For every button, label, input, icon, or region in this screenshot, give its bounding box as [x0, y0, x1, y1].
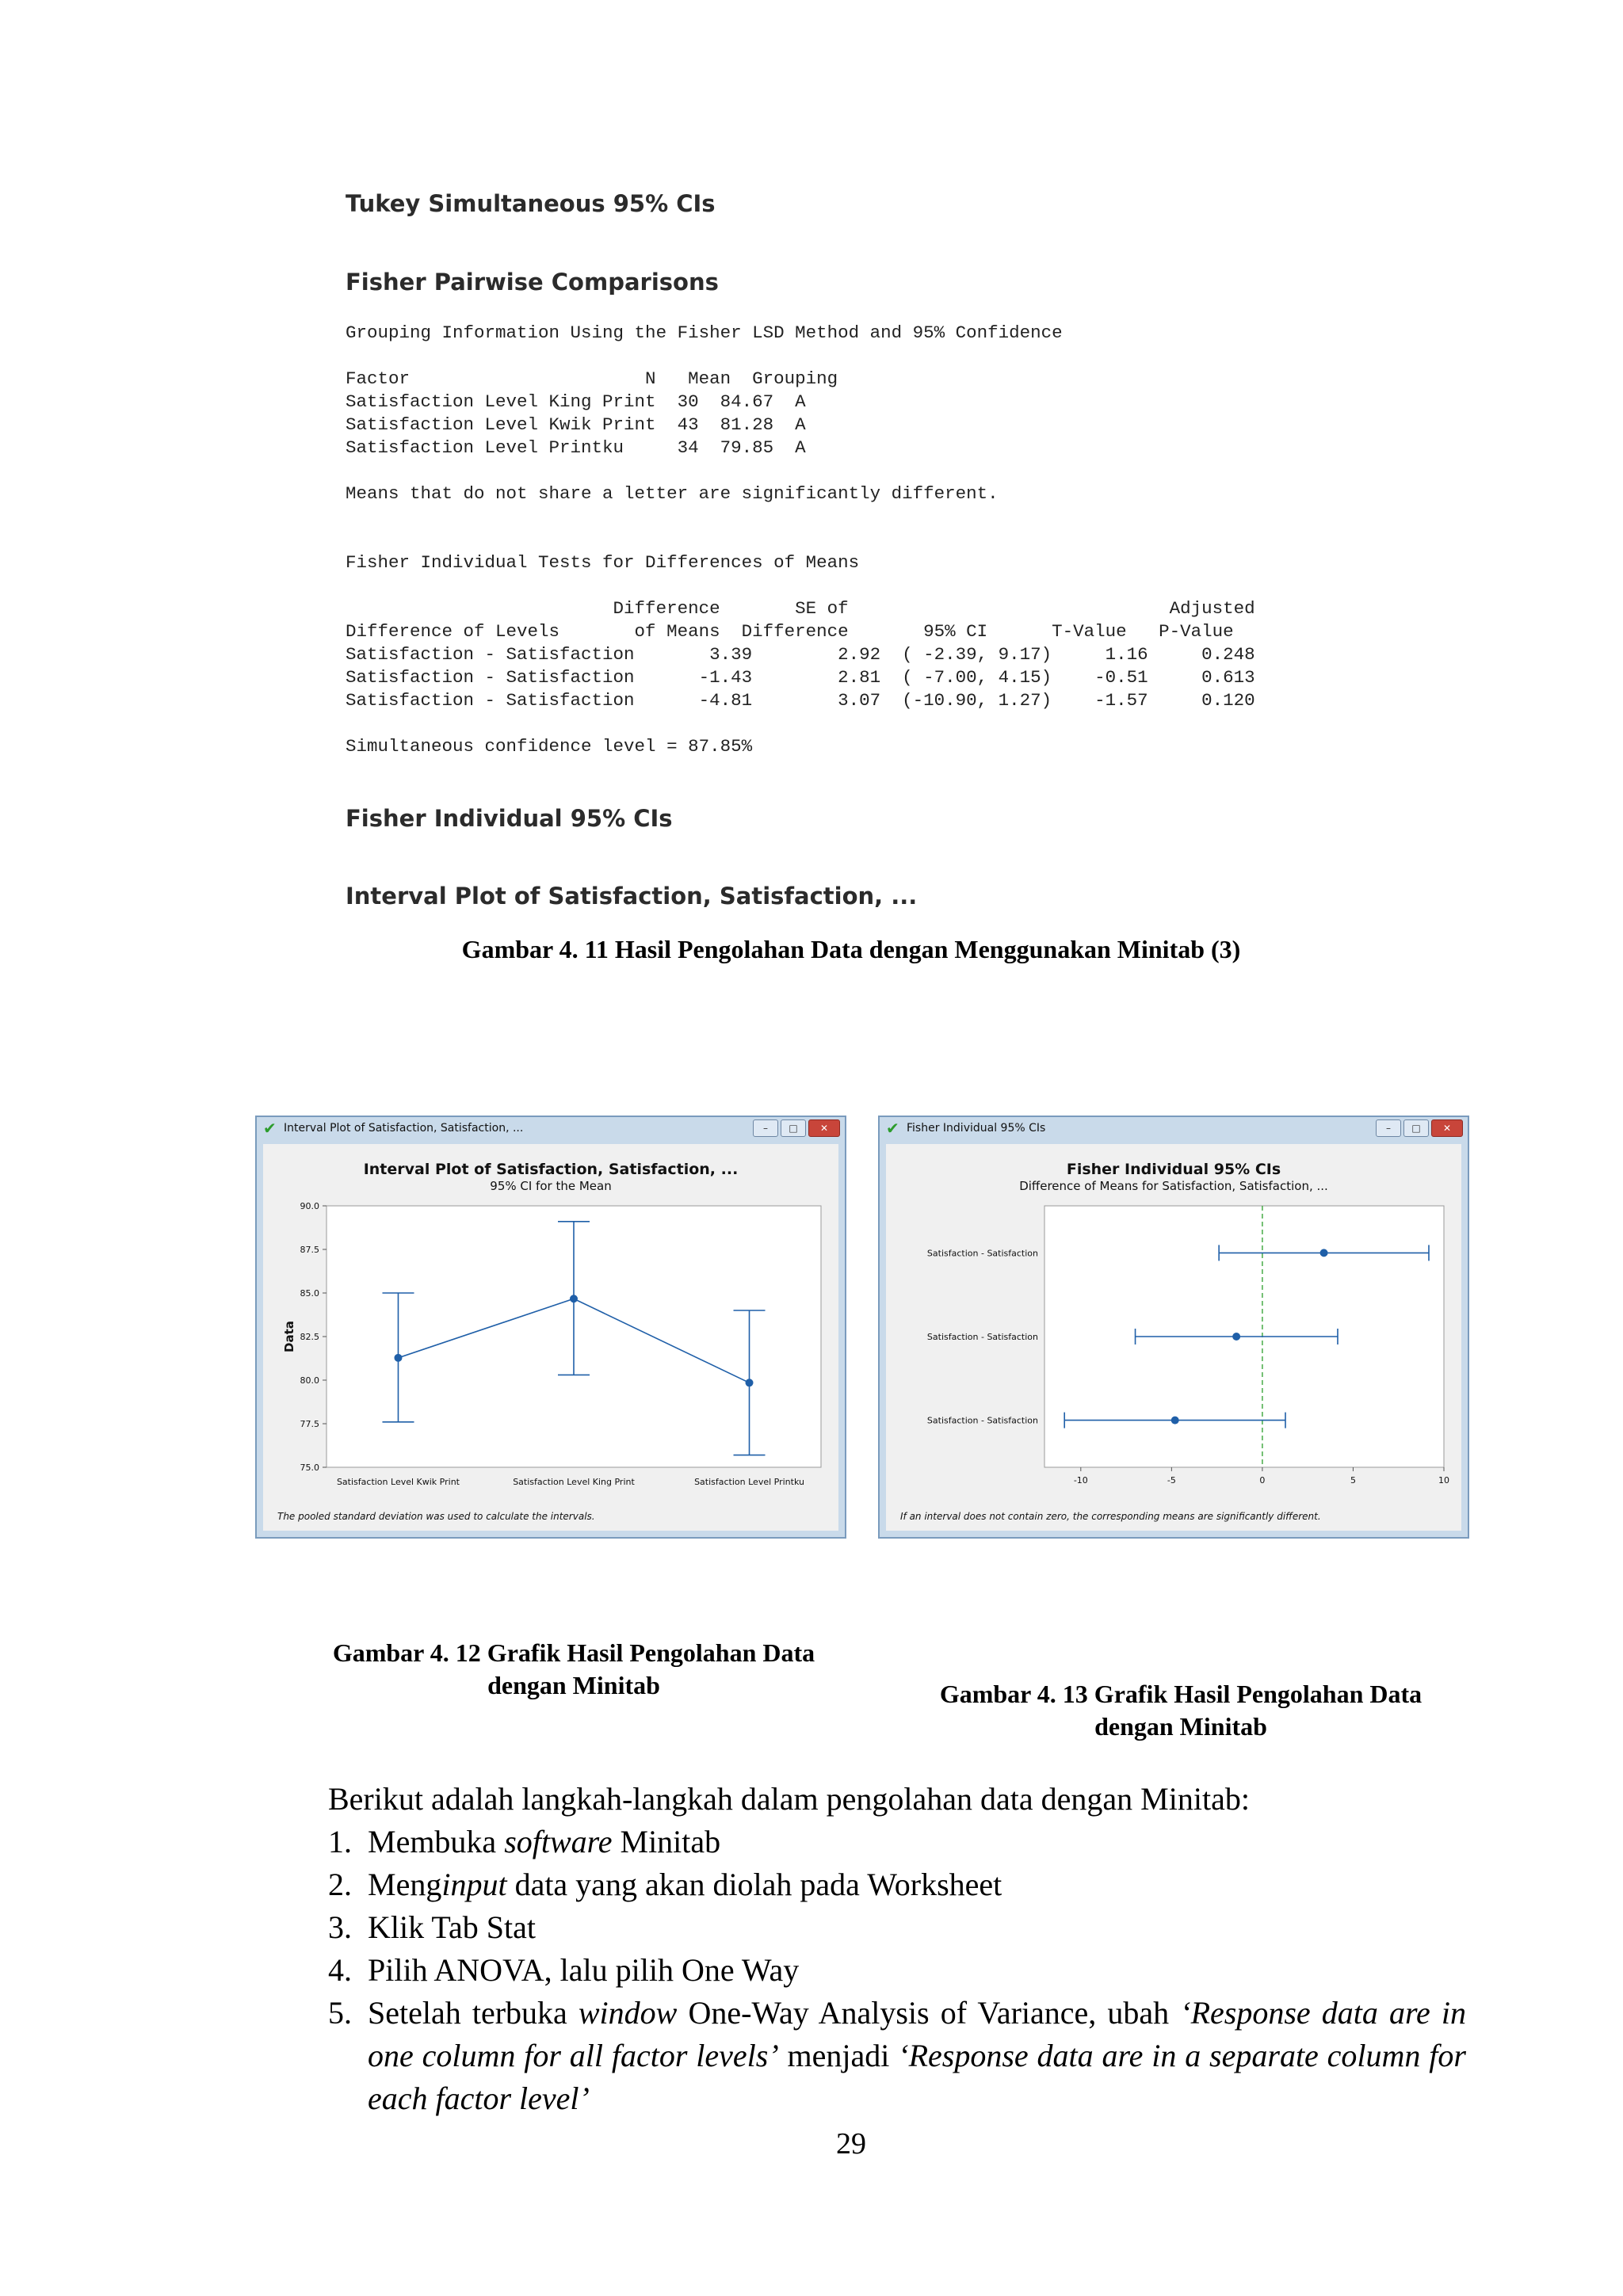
list-item — [328, 1906, 1466, 1949]
minimize-button[interactable]: – — [753, 1119, 778, 1137]
intro-paragraph: Berikut adalah langkah-langkah dalam pengolahan data dengan Minitab: — [328, 1781, 1250, 1817]
y-tick-label: 77.5 — [300, 1419, 319, 1429]
step-text: data yang akan diolah pada Worksheet — [506, 1867, 1002, 1902]
x-tick-label: -5 — [1167, 1475, 1176, 1486]
list-number: 2. — [328, 1867, 352, 1902]
window-titlebar[interactable] — [257, 1117, 845, 1141]
chart-footnote: The pooled standard deviation was used to calculate the intervals. — [277, 1511, 595, 1522]
x-tick-label: 0 — [1259, 1475, 1266, 1486]
list-number: 1. — [328, 1824, 352, 1859]
y-tick-label: 80.0 — [300, 1375, 319, 1386]
graph-area — [886, 1144, 1461, 1531]
tukey-heading: Tukey Simultaneous 95% CIs — [346, 190, 716, 217]
window-title: Fisher Individual 95% CIs — [907, 1122, 1046, 1135]
graph-area — [263, 1144, 838, 1531]
list-number: 4. — [328, 1952, 352, 1988]
fisher-ci-window — [878, 1116, 1469, 1539]
caption-line: Gambar 4. 12 Grafik Hasil Pengolahan Data — [332, 1638, 815, 1667]
figure-caption-4-13 — [903, 1678, 1458, 1743]
step-text-italic: ‘Response data are in a separate column for each factor level’ — [368, 2038, 1466, 2116]
caption-line: Gambar 4. 13 Grafik Hasil Pengolahan Data — [939, 1680, 1423, 1708]
x-tick-label: Satisfaction Level King Print — [513, 1477, 635, 1487]
step-text-italic: input — [441, 1867, 507, 1902]
list-item — [328, 1863, 1466, 1906]
tests-row: Satisfaction - Satisfaction 3.39 2.92 ( -2.39, 9.17) 1.16 0.248 — [346, 644, 1255, 665]
y-axis-label: Data — [282, 1321, 296, 1352]
close-button[interactable]: ✕ — [808, 1119, 840, 1137]
step-text-italic: window — [578, 1995, 678, 2031]
close-button[interactable]: ✕ — [1431, 1119, 1463, 1137]
mean-point — [570, 1295, 578, 1302]
step-text: menjadi — [778, 2038, 899, 2073]
chart-subtitle: 95% CI for the Mean — [490, 1179, 612, 1193]
window-titlebar[interactable] — [880, 1117, 1468, 1141]
list-item — [328, 1949, 1466, 1992]
steps-list — [328, 1821, 1466, 2120]
y-tick-label: Satisfaction - Satisfaction — [926, 1248, 1038, 1259]
list-number: 5. — [328, 1995, 352, 2031]
caption-line: dengan Minitab — [1094, 1712, 1267, 1741]
grouping-row: Satisfaction Level King Print 30 84.67 A — [346, 391, 806, 412]
interval-plot-chart — [263, 1144, 838, 1531]
figure-caption-4-11: Gambar 4. 11 Hasil Pengolahan Data dengan Menggunakan Minitab (3) — [461, 935, 1241, 963]
step-text: Membuka — [368, 1824, 505, 1859]
y-tick-label: 82.5 — [300, 1332, 319, 1342]
y-tick-label: Satisfaction - Satisfaction — [926, 1332, 1038, 1342]
tests-row: Satisfaction - Satisfaction -1.43 2.81 ( -7.00, 4.15) -0.51 0.613 — [346, 667, 1255, 688]
window-title: Interval Plot of Satisfaction, Satisfaction, ... — [284, 1122, 524, 1135]
y-tick-label: Satisfaction - Satisfaction — [926, 1415, 1038, 1426]
y-tick-label: 87.5 — [300, 1245, 319, 1255]
estimate-point — [1171, 1417, 1179, 1425]
x-tick-label: Satisfaction Level Printku — [694, 1477, 804, 1487]
caption-line: dengan Minitab — [487, 1671, 660, 1699]
y-tick-label: 85.0 — [300, 1288, 319, 1299]
chart-title: Fisher Individual 95% CIs — [1066, 1161, 1281, 1178]
tests-row: Satisfaction - Satisfaction -4.81 3.07 (-10.90, 1.27) -1.57 0.120 — [346, 690, 1255, 711]
chart-footnote: If an interval does not contain zero, the corresponding means are significantly different. — [900, 1511, 1321, 1522]
x-tick-label: -10 — [1073, 1475, 1088, 1486]
step-text: Meng — [368, 1867, 442, 1902]
y-tick-label: 75.0 — [300, 1463, 319, 1473]
grouping-info-title: Grouping Information Using the Fisher LSD Method and 95% Confidence — [346, 322, 1063, 343]
step-text-italic: software — [504, 1824, 613, 1859]
step-text: Setelah terbuka — [368, 1995, 579, 2031]
chart-subtitle: Difference of Means for Satisfaction, Satisfaction, ... — [1019, 1179, 1328, 1193]
checkmark-icon: ✔ — [886, 1119, 899, 1138]
estimate-point — [1320, 1249, 1328, 1257]
tests-header: Difference SE of Adjusted — [346, 598, 1255, 619]
estimate-point — [1232, 1333, 1240, 1341]
simultaneous-level: Simultaneous confidence level = 87.85% — [346, 736, 753, 757]
x-tick-label: Satisfaction Level Kwik Print — [336, 1477, 460, 1487]
restore-button[interactable]: □ — [781, 1119, 806, 1137]
grouping-note: Means that do not share a letter are significantly different. — [346, 483, 999, 504]
mean-point — [746, 1379, 754, 1386]
list-number: 3. — [328, 1909, 352, 1945]
interval-plot-window — [255, 1116, 846, 1539]
interval-plot-heading: Interval Plot of Satisfaction, Satisfaction, ... — [346, 883, 918, 910]
list-item — [328, 1992, 1466, 2120]
restore-button[interactable]: □ — [1403, 1119, 1429, 1137]
chart-title: Interval Plot of Satisfaction, Satisfaction, ... — [363, 1161, 739, 1178]
step-text: One-Way Analysis of Variance, ubah — [677, 1995, 1181, 2031]
x-tick-label: 10 — [1438, 1475, 1449, 1486]
x-tick-label: 5 — [1350, 1475, 1356, 1486]
fisher-pairwise-heading: Fisher Pairwise Comparisons — [346, 269, 719, 296]
figure-caption-4-12 — [285, 1637, 862, 1702]
grouping-row: Satisfaction Level Printku 34 79.85 A — [346, 437, 806, 458]
grouping-table-header: Factor N Mean Grouping — [346, 368, 838, 389]
step-text-italic: ‘Response data are in one column for all factor levels’ — [368, 1995, 1466, 2073]
tests-header: Difference of Levels of Means Difference 95% CI T-Value P-Value — [346, 621, 1234, 642]
page-number: 29 — [836, 2127, 866, 2161]
step-text: Minitab — [612, 1824, 721, 1859]
step-text: Klik Tab Stat — [368, 1909, 537, 1945]
list-item — [328, 1821, 1466, 1863]
tests-title: Fisher Individual Tests for Differences of Means — [346, 552, 860, 573]
checkmark-icon: ✔ — [263, 1119, 277, 1138]
y-tick-label: 90.0 — [300, 1201, 319, 1211]
fisher-ci-chart — [886, 1144, 1461, 1531]
fisher-ci-heading: Fisher Individual 95% CIs — [346, 805, 673, 832]
grouping-row: Satisfaction Level Kwik Print 43 81.28 A — [346, 414, 806, 435]
minimize-button[interactable]: – — [1376, 1119, 1401, 1137]
step-text: Pilih ANOVA, lalu pilih One Way — [368, 1952, 800, 1988]
mean-point — [394, 1354, 402, 1362]
